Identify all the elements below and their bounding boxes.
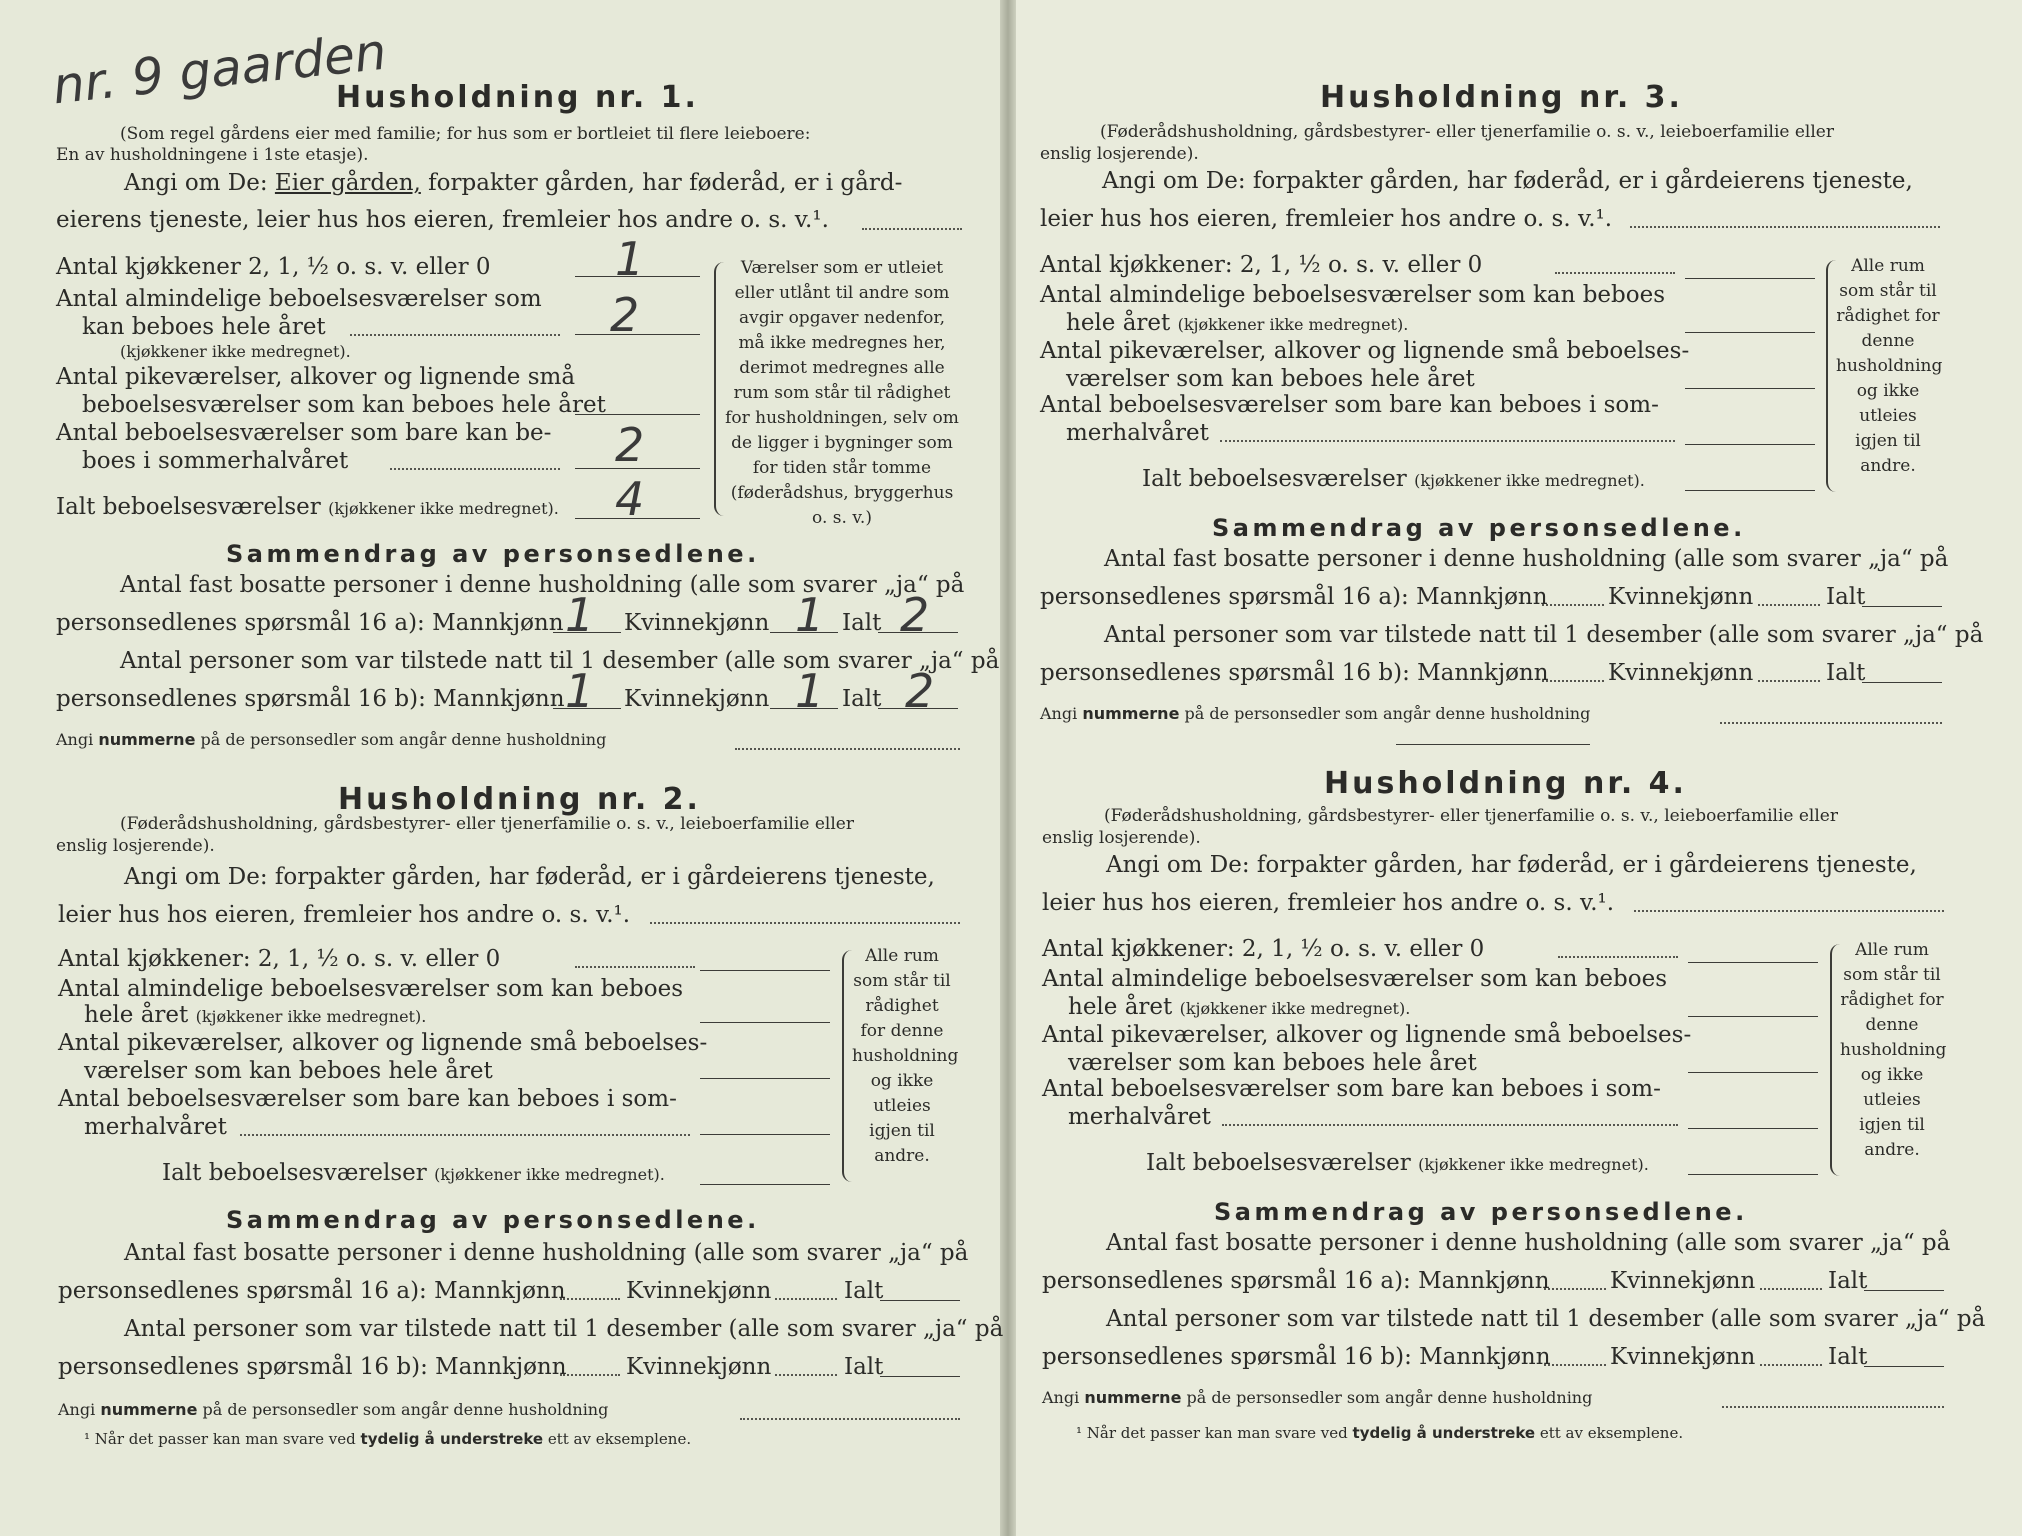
h3-alm-line: [1685, 332, 1815, 333]
h1-s1-male-line: [553, 632, 621, 633]
h1-s2-total-line: [878, 708, 958, 709]
h2-ialt-note: (kjøkkener ikke medregnet).: [434, 1165, 665, 1184]
h4-footnote-pre: ¹ Når det passer kan man svare ved: [1076, 1424, 1348, 1442]
h4-summary-title: Sammendrag av personsedlene.: [1214, 1198, 1748, 1226]
h3-s2-line1: Antal personer som var tilstede natt til 1 desember (alle som svarer „ja“ på: [1104, 622, 1984, 648]
h4-kitchens-dots: [1558, 956, 1678, 958]
h3-s2-total-line: [1862, 682, 1942, 683]
h1-s2-prefix: personsedlenes spørsmål 16 b): Mannkjønn: [56, 686, 565, 712]
h4-pike-line2: værelser som kan beboes hele året: [1068, 1050, 1477, 1076]
h1-angi-nr-pre: Angi: [56, 730, 94, 749]
h3-angi-fill-line: [1630, 226, 1940, 228]
h1-s2-male: 1: [565, 664, 595, 718]
h3-alm-line2-text: hele året: [1066, 310, 1171, 336]
h4-side-note: Alle rum som står til rådighet for denne husholdning og ikke utleies igjen til andre.: [1840, 940, 1947, 1160]
h4-alm-note: (kjøkkener ikke medregnet).: [1179, 999, 1411, 1018]
h3-ialt-text: Ialt beboelsesværelser: [1142, 466, 1407, 492]
h1-side-note: Værelser som er utleiet eller utlånt til andre som avgir opgaver nedenfor, må ikke medregnes her, derimot medregnes alle rum som står til rådighet for husholdningen, selv om de ligger i bygninger som for tiden står tomme (føderådshus, bryggerhus o. s. v.): [725, 258, 959, 528]
h1-s1-male: 1: [565, 588, 595, 642]
h1-ialt-line: [575, 518, 700, 519]
h2-ialt-line: [700, 1184, 830, 1185]
h4-footnote: [1076, 1424, 1683, 1442]
h1-sommer-line: [575, 468, 700, 469]
h3-s1-ialt: Ialt: [1826, 584, 1866, 610]
h4-angi-fill-line: [1634, 910, 1944, 912]
h2-sommer-line1: Antal beboelsesværelser som bare kan beboes i som-: [58, 1086, 677, 1112]
h1-angi-underlined: Eier gården,: [274, 170, 421, 196]
household-3-title: Husholdning nr. 3.: [1320, 80, 1683, 115]
h2-pike-line2: værelser som kan beboes hele året: [84, 1058, 493, 1084]
h3-sommer-line2: merhalvåret: [1066, 420, 1209, 446]
h3-angi-line2: leier hus hos eieren, fremleier hos andre o. s. v.¹.: [1040, 206, 1613, 232]
h2-angi-nr-line: [740, 1418, 960, 1420]
h4-kitchens-label: Antal kjøkkener: 2, 1, ½ o. s. v. eller 0: [1042, 936, 1485, 962]
h2-s1-kvinne: Kvinnekjønn: [626, 1278, 772, 1304]
h4-angi-nr-line: [1722, 1406, 1944, 1408]
h2-s1-total-line: [880, 1300, 960, 1301]
h3-note-line1: (Føderådshusholdning, gårdsbestyrer- eller tjenerfamilie o. s. v., leieboerfamilie eller: [1100, 122, 1834, 142]
h4-note-line2: enslig losjerende).: [1042, 828, 1201, 848]
h4-kitchens-line: [1688, 962, 1818, 963]
h1-s2-female-line: [770, 708, 838, 709]
h3-alm-line1: Antal almindelige beboelsesværelser som kan beboes: [1040, 282, 1666, 308]
h3-sommer-dots: [1220, 440, 1675, 442]
h1-s2-kvinne: Kvinnekjønn: [624, 686, 770, 712]
h1-kitchens-line: [575, 276, 700, 277]
household-1-title: Husholdning nr. 1.: [336, 80, 699, 115]
h2-s1-ialt: Ialt: [844, 1278, 884, 1304]
h4-s2-line1: Antal personer som var tilstede natt til 1 desember (alle som svarer „ja“ på: [1106, 1306, 1986, 1332]
h1-angi-nr-bold: nummerne: [98, 730, 196, 749]
h1-sommer-dots: [390, 468, 560, 470]
h4-s2-prefix: personsedlenes spørsmål 16 b): Mannkjønn: [1042, 1344, 1551, 1370]
h3-alm-line2: [1066, 310, 1408, 336]
h3-s2-kvinne: Kvinnekjønn: [1608, 660, 1754, 686]
h2-pike-line1: Antal pikeværelser, alkover og lignende små beboelses-: [58, 1030, 708, 1056]
h2-s2-line1: Antal personer som var tilstede natt til 1 desember (alle som svarer „ja“ på: [124, 1316, 1004, 1342]
h3-kitchens-dots: [1555, 272, 1675, 274]
h2-ialt-text: Ialt beboelsesværelser: [162, 1160, 427, 1186]
h3-s2-male-line: [1542, 680, 1604, 682]
h3-angi-nr-post: på de personsedler som angår denne husholdning: [1184, 704, 1591, 723]
h3-angi-nr-line: [1720, 722, 1942, 724]
h1-alm-line: [575, 334, 700, 335]
h2-kitchens-dots: [575, 966, 695, 968]
h2-alm-line2-text: hele året: [84, 1002, 189, 1028]
h1-s2-male-line: [553, 708, 621, 709]
h1-angi-nr-line: [735, 748, 960, 750]
h2-footnote: [84, 1430, 691, 1448]
h3-angi-line1: Angi om De: forpakter gården, har føderåd, er i gårdeierens tjeneste,: [1102, 168, 1913, 194]
h2-alm-line1: Antal almindelige beboelsesværelser som kan beboes: [58, 976, 684, 1002]
h2-footnote-pre: ¹ Når det passer kan man svare ved: [84, 1430, 356, 1448]
h3-ialt-line: [1685, 490, 1815, 491]
h2-sommer-line2: merhalvåret: [84, 1114, 227, 1140]
h2-summary-title: Sammendrag av personsedlene.: [226, 1206, 760, 1234]
h2-footnote-bold: tydelig å understreke: [360, 1430, 544, 1448]
h4-ialt-note: (kjøkkener ikke medregnet).: [1418, 1155, 1649, 1174]
h1-angi-prefix: Angi om De:: [124, 170, 268, 196]
h4-s2-total-line: [1864, 1366, 1944, 1367]
h1-alm-dots: [350, 334, 560, 336]
h2-kitchens-line: [700, 970, 830, 971]
h1-s2-total: 2: [905, 664, 935, 718]
h4-ialt-text: Ialt beboelsesværelser: [1146, 1150, 1411, 1176]
h2-s2-total-line: [880, 1376, 960, 1377]
h3-ialt-note: (kjøkkener ikke medregnet).: [1414, 471, 1645, 490]
h1-angi-line1: [124, 170, 902, 196]
h1-kitchens-value: 1: [615, 232, 645, 286]
h1-note-line2: En av husholdningene i 1ste etasje).: [56, 145, 369, 165]
h3-ialt-label: [1142, 466, 1645, 492]
h1-pike-line: [575, 414, 700, 415]
h4-alm-line2-text: hele året: [1068, 994, 1173, 1020]
h1-angi-fill-line: [862, 228, 962, 230]
h3-s2-prefix: personsedlenes spørsmål 16 b): Mannkjønn: [1040, 660, 1549, 686]
h1-alm-line1: Antal almindelige beboelsesværelser som: [56, 286, 542, 312]
h1-alm-value: 2: [610, 288, 640, 342]
h2-s2-female-line: [775, 1374, 837, 1376]
h1-s1-kvinne: Kvinnekjønn: [624, 610, 770, 636]
h1-s1-female: 1: [795, 588, 825, 642]
h3-pike-line1: Antal pikeværelser, alkover og lignende små beboelses-: [1040, 338, 1690, 364]
h1-s1-total: 2: [900, 588, 930, 642]
h3-angi-nummerne: [1040, 704, 1590, 723]
h2-note-line1: (Føderådshusholdning, gårdsbestyrer- eller tjenerfamilie o. s. v., leieboerfamilie eller: [120, 814, 854, 834]
h4-s1-line1: Antal fast bosatte personer i denne husholdning (alle som svarer „ja“ på: [1106, 1230, 1951, 1256]
h3-s1-line1: Antal fast bosatte personer i denne husholdning (alle som svarer „ja“ på: [1104, 546, 1949, 572]
h4-s1-ialt: Ialt: [1828, 1268, 1868, 1294]
h3-sommer-line: [1685, 444, 1815, 445]
h4-sommer-dots: [1222, 1124, 1678, 1126]
h4-angi-nr-bold: nummerne: [1084, 1388, 1182, 1407]
h2-side-note: Alle rum som står til rådighet for denne husholdning og ikke utleies igjen til andre.: [852, 946, 959, 1166]
page-spine: [1000, 0, 1016, 1536]
household-4-title: Husholdning nr. 4.: [1324, 766, 1687, 801]
h2-alm-line2: [84, 1002, 426, 1028]
h2-kitchens-label: Antal kjøkkener: 2, 1, ½ o. s. v. eller 0: [58, 946, 501, 972]
h4-ialt-label: [1146, 1150, 1649, 1176]
h4-ialt-line: [1688, 1174, 1818, 1175]
h3-s1-male-line: [1542, 604, 1604, 606]
h4-footnote-bold: tydelig å understreke: [1352, 1424, 1536, 1442]
h1-angi-line2: eierens tjeneste, leier hus hos eieren, fremleier hos andre o. s. v.¹.: [56, 207, 829, 233]
h4-sommer-line1: Antal beboelsesværelser som bare kan beboes i som-: [1042, 1076, 1661, 1102]
h2-s1-line1: Antal fast bosatte personer i denne husholdning (alle som svarer „ja“ på: [124, 1240, 969, 1266]
h1-s1-line1: Antal fast bosatte personer i denne husholdning (alle som svarer „ja“ på: [120, 572, 965, 598]
h4-pike-line: [1688, 1072, 1818, 1073]
h1-angi-rest: forpakter gården, har føderåd, er i gård-: [428, 170, 903, 196]
h1-summary-title: Sammendrag av personsedlene.: [226, 540, 760, 568]
h4-pike-line1: Antal pikeværelser, alkover og lignende små beboelses-: [1042, 1022, 1692, 1048]
h1-alm-note: (kjøkkener ikke medregnet).: [120, 342, 351, 361]
h2-pike-line: [700, 1078, 830, 1079]
h1-sommer-value: 2: [615, 418, 645, 472]
h4-angi-nr-pre: Angi: [1042, 1388, 1080, 1407]
h2-sommer-dots: [240, 1134, 690, 1136]
h2-s2-prefix: personsedlenes spørsmål 16 b): Mannkjønn: [58, 1354, 567, 1380]
h1-angi-nummerne: [56, 730, 606, 749]
h4-s1-total-line: [1864, 1290, 1944, 1291]
h4-s2-ialt: Ialt: [1828, 1344, 1868, 1370]
h4-s2-male-line: [1544, 1364, 1606, 1366]
h3-side-note: Alle rum som står til rådighet for denne husholdning og ikke utleies igjen til andre.: [1836, 256, 1943, 476]
h1-s1-prefix: personsedlenes spørsmål 16 a): Mannkjønn: [56, 610, 564, 636]
h1-note-line1: (Som regel gårdens eier med familie; for hus som er bortleiet til flere leieboere:: [120, 124, 811, 144]
h3-s1-total-line: [1862, 606, 1942, 607]
h2-angi-nr-pre: Angi: [58, 1400, 96, 1419]
h4-sommer-line: [1688, 1128, 1818, 1129]
h4-angi-line2: leier hus hos eieren, fremleier hos andre o. s. v.¹.: [1042, 890, 1615, 916]
h4-s1-kvinne: Kvinnekjønn: [1610, 1268, 1756, 1294]
h2-s1-prefix: personsedlenes spørsmål 16 a): Mannkjønn: [58, 1278, 566, 1304]
h1-s1-total-line: [878, 632, 958, 633]
h1-s2-ialt: Ialt: [842, 686, 882, 712]
h3-s1-kvinne: Kvinnekjønn: [1608, 584, 1754, 610]
h1-s2-line1: Antal personer som var tilstede natt til 1 desember (alle som svarer „ja“ på: [120, 648, 1000, 674]
h4-angi-nr-post: på de personsedler som angår denne husholdning: [1186, 1388, 1593, 1407]
h3-angi-nr-bold: nummerne: [1082, 704, 1180, 723]
h4-alm-line1: Antal almindelige beboelsesværelser som kan beboes: [1042, 966, 1668, 992]
h2-angi-fill-line: [650, 922, 960, 924]
h3-kitchens-line: [1685, 278, 1815, 279]
h3-s1-female-line: [1758, 604, 1820, 606]
h2-angi-line2: leier hus hos eieren, fremleier hos andre o. s. v.¹.: [58, 902, 631, 928]
h4-s1-female-line: [1760, 1288, 1822, 1290]
h3-note-line2: enslig losjerende).: [1040, 144, 1199, 164]
h1-ialt-label: [56, 494, 559, 520]
h1-ialt-value: 4: [615, 472, 645, 526]
h4-s1-prefix: personsedlenes spørsmål 16 a): Mannkjønn: [1042, 1268, 1550, 1294]
h2-s1-male-line: [560, 1298, 620, 1300]
h3-s2-female-line: [1758, 680, 1820, 682]
h2-alm-note: (kjøkkener ikke medregnet).: [195, 1007, 427, 1026]
h1-s1-female-line: [770, 632, 838, 633]
h3-angi-nr-pre: Angi: [1040, 704, 1078, 723]
h1-sommer-line1: Antal beboelsesværelser som bare kan be-: [56, 420, 552, 446]
h1-angi-nr-post: på de personsedler som angår denne husholdning: [200, 730, 607, 749]
h4-angi-nummerne: [1042, 1388, 1592, 1407]
h4-sommer-line2: merhalvåret: [1068, 1104, 1211, 1130]
h2-angi-line1: Angi om De: forpakter gården, har føderåd, er i gårdeierens tjeneste,: [124, 864, 935, 890]
h1-pike-line2: beboelsesværelser som kan beboes hele året: [82, 392, 606, 418]
h1-s1-ialt: Ialt: [842, 610, 882, 636]
h2-s2-ialt: Ialt: [844, 1354, 884, 1380]
h3-s1-prefix: personsedlenes spørsmål 16 a): Mannkjønn: [1040, 584, 1548, 610]
h4-angi-line1: Angi om De: forpakter gården, har føderåd, er i gårdeierens tjeneste,: [1106, 852, 1917, 878]
h1-kitchens-label: Antal kjøkkener 2, 1, ½ o. s. v. eller 0: [56, 254, 491, 280]
h3-pike-line2: værelser som kan beboes hele året: [1066, 366, 1475, 392]
h3-kitchens-label: Antal kjøkkener: 2, 1, ½ o. s. v. eller 0: [1040, 252, 1483, 278]
h1-sommer-line2: boes i sommerhalvåret: [82, 448, 349, 474]
h4-s1-male-line: [1544, 1288, 1606, 1290]
h3-s2-ialt: Ialt: [1826, 660, 1866, 686]
h2-sommer-line: [700, 1134, 830, 1135]
h1-alm-line2: kan beboes hele året: [82, 314, 326, 340]
h2-s2-kvinne: Kvinnekjønn: [626, 1354, 772, 1380]
h3-pike-line: [1685, 388, 1815, 389]
h2-s1-female-line: [775, 1298, 837, 1300]
h2-footnote-post: ett av eksemplene.: [547, 1430, 692, 1448]
h3-summary-title: Sammendrag av personsedlene.: [1212, 514, 1746, 542]
h2-alm-line: [700, 1022, 830, 1023]
h2-angi-nr-bold: nummerne: [100, 1400, 198, 1419]
h4-s2-female-line: [1760, 1364, 1822, 1366]
handwritten-header: nr. 9 gaarden: [49, 22, 390, 116]
h4-note-line1: (Føderådshusholdning, gårdsbestyrer- eller tjenerfamilie o. s. v., leieboerfamilie eller: [1104, 806, 1838, 826]
h2-angi-nr-post: på de personsedler som angår denne husholdning: [202, 1400, 609, 1419]
household-2-title: Husholdning nr. 2.: [338, 782, 701, 817]
h4-s2-kvinne: Kvinnekjønn: [1610, 1344, 1756, 1370]
h1-pike-line1: Antal pikeværelser, alkover og lignende små: [56, 364, 576, 390]
h3-sommer-line1: Antal beboelsesværelser som bare kan beboes i som-: [1040, 392, 1659, 418]
h1-ialt-note: (kjøkkener ikke medregnet).: [328, 499, 559, 518]
h1-ialt-text: Ialt beboelsesværelser: [56, 494, 321, 520]
h4-alm-line2: [1068, 994, 1410, 1020]
h2-angi-nummerne: [58, 1400, 608, 1419]
h4-footnote-post: ett av eksemplene.: [1539, 1424, 1684, 1442]
h2-s2-male-line: [560, 1374, 620, 1376]
h1-s2-female: 1: [795, 664, 825, 718]
h2-note-line2: enslig losjerende).: [56, 836, 215, 856]
h4-alm-line: [1688, 1016, 1818, 1017]
h2-ialt-label: [162, 1160, 665, 1186]
h3-alm-note: (kjøkkener ikke medregnet).: [1177, 315, 1409, 334]
section-divider: [1396, 744, 1590, 745]
